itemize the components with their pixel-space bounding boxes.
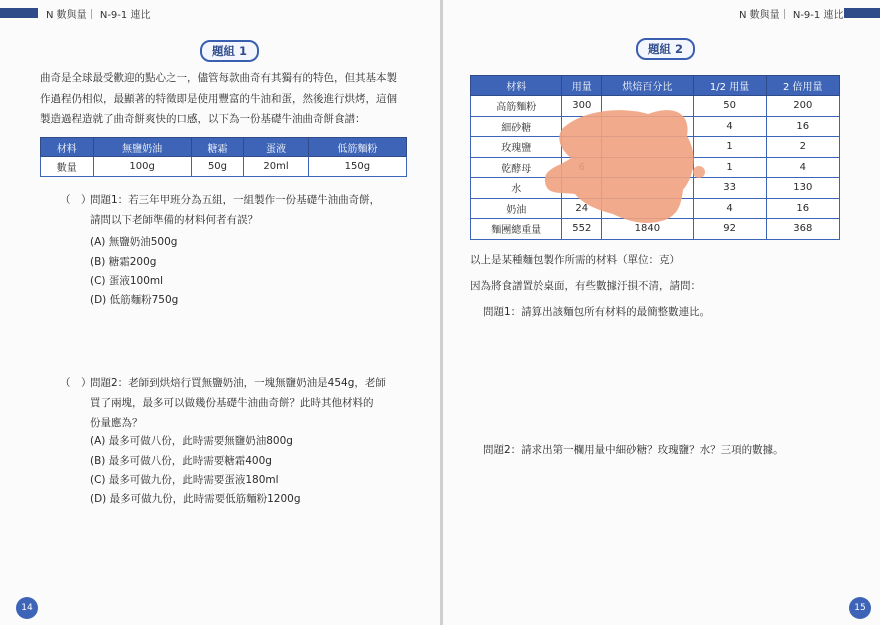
intro-text (40, 68, 420, 130)
note-1: 以上是某種麵包製作所需的材料（單位：克） (470, 254, 680, 266)
question-line: 問題1：若三年甲班分為五組，一組製作一份基礎牛油曲奇餅， (90, 194, 381, 206)
option-d: (D) 低筋麵粉750g (90, 294, 179, 306)
note-2: 因為將食譜置於桌面，有些數據汙損不清，請問： (470, 280, 701, 292)
option-b: (B) 糖霜200g (90, 256, 157, 268)
table-header: 用量 (562, 76, 602, 96)
page-header: N 數與量｜ N-9-1 連比 (739, 10, 844, 21)
question-2 (90, 373, 420, 433)
table-cell: 92 (693, 219, 766, 240)
page-number: 14 (16, 597, 38, 619)
table-header: 材料 (471, 76, 562, 96)
table-cell: 1 (693, 157, 766, 178)
table-cell: 100g (93, 157, 191, 177)
question-2: 問題2：請求出第一欄用量中細砂糖？玫瑰鹽？水？三項的數據。 (483, 444, 784, 456)
table-cell: 50g (191, 157, 244, 177)
table-cell: 16 (766, 198, 839, 219)
intro-line: 曲奇是全球最受歡迎的點心之一，儘管每款曲奇有其獨有的特色，但其基本製 (40, 72, 397, 84)
table-cell: 50 (693, 96, 766, 117)
table-cell: 16 (766, 116, 839, 137)
intro-line: 製造過程造就了曲奇餅爽快的口感，以下為一份基礎牛油曲奇餅食譜： (40, 113, 366, 125)
table-header: 2 倍用量 (766, 76, 839, 96)
section-badge: 題組 1 (200, 40, 259, 62)
table-cell: 4 (693, 116, 766, 137)
table-cell: 2 (766, 137, 839, 158)
question-line: 請問以下老師準備的材料何者有誤？ (90, 214, 258, 226)
table-header: 無鹽奶油 (93, 138, 191, 157)
intro-line: 作過程仍相似，最顯著的特徵即是使用豐富的牛油和蛋，然後進行烘烤，這個 (40, 92, 397, 105)
header-bar (0, 8, 38, 18)
table-cell: 4 (766, 157, 839, 178)
table-header: 烘焙百分比 (602, 76, 693, 96)
table-cell: 368 (766, 219, 839, 240)
table-cell: 1840 (602, 219, 693, 240)
table-cell: 33 (693, 178, 766, 199)
recipe-table (40, 137, 407, 177)
table-cell: 200 (766, 96, 839, 117)
table-header: 糖霜 (191, 138, 244, 157)
option-a: (A) 最多可做八份，此時需要無鹽奶油800g (90, 435, 293, 447)
table-header: 低筋麵粉 (308, 138, 406, 157)
section-badge: 題組 2 (636, 38, 695, 60)
table-cell: 4 (693, 198, 766, 219)
option-c: (C) 最多可做九份，此時需要蛋液180ml (90, 474, 279, 486)
table-cell: 奶油 (471, 198, 562, 219)
answer-blank[interactable]: （ ） (60, 194, 92, 206)
option-a: (A) 無鹽奶油500g (90, 236, 178, 248)
page-number: 15 (849, 597, 871, 619)
question-line: 買了兩塊，最多可以做幾份基礎牛油曲奇餅？此時其他材料的 (90, 397, 374, 409)
question-line: 問題2：老師到烘焙行買無鹽奶油，一塊無鹽奶油是454g，老師 (90, 377, 386, 389)
question-1: 問題1：請算出該麵包所有材料的最簡整數連比。 (483, 306, 711, 318)
table-cell: 水 (471, 178, 562, 199)
question-1 (90, 190, 420, 230)
table-cell: 細砂糖 (471, 116, 562, 137)
table-header: 材料 (41, 138, 94, 157)
table-cell: 麵團總重量 (471, 219, 562, 240)
table-cell: 20ml (244, 157, 309, 177)
table-cell: 130 (766, 178, 839, 199)
option-b: (B) 最多可做八份，此時需要糖霜400g (90, 455, 272, 467)
table-cell: 150g (308, 157, 406, 177)
table-header: 1/2 用量 (693, 76, 766, 96)
table-cell: 552 (562, 219, 602, 240)
table-cell: 24 (562, 198, 602, 219)
table-cell: 300 (562, 96, 602, 117)
table-cell: 1 (693, 137, 766, 158)
answer-blank[interactable]: （ ） (60, 377, 92, 389)
page-header: N 數與量｜ N-9-1 連比 (46, 10, 151, 21)
table-cell: 高筋麵粉 (471, 96, 562, 117)
option-d: (D) 最多可做九份，此時需要低筋麵粉1200g (90, 493, 301, 505)
question-line: 份量應為？ (90, 417, 143, 429)
table-cell: 玫瑰鹽 (471, 137, 562, 158)
option-c: (C) 蛋液100ml (90, 275, 164, 287)
table-cell: 乾酵母 (471, 157, 562, 178)
table-header: 蛋液 (244, 138, 309, 157)
table-cell: 數量 (41, 157, 94, 177)
right-page (443, 0, 880, 625)
